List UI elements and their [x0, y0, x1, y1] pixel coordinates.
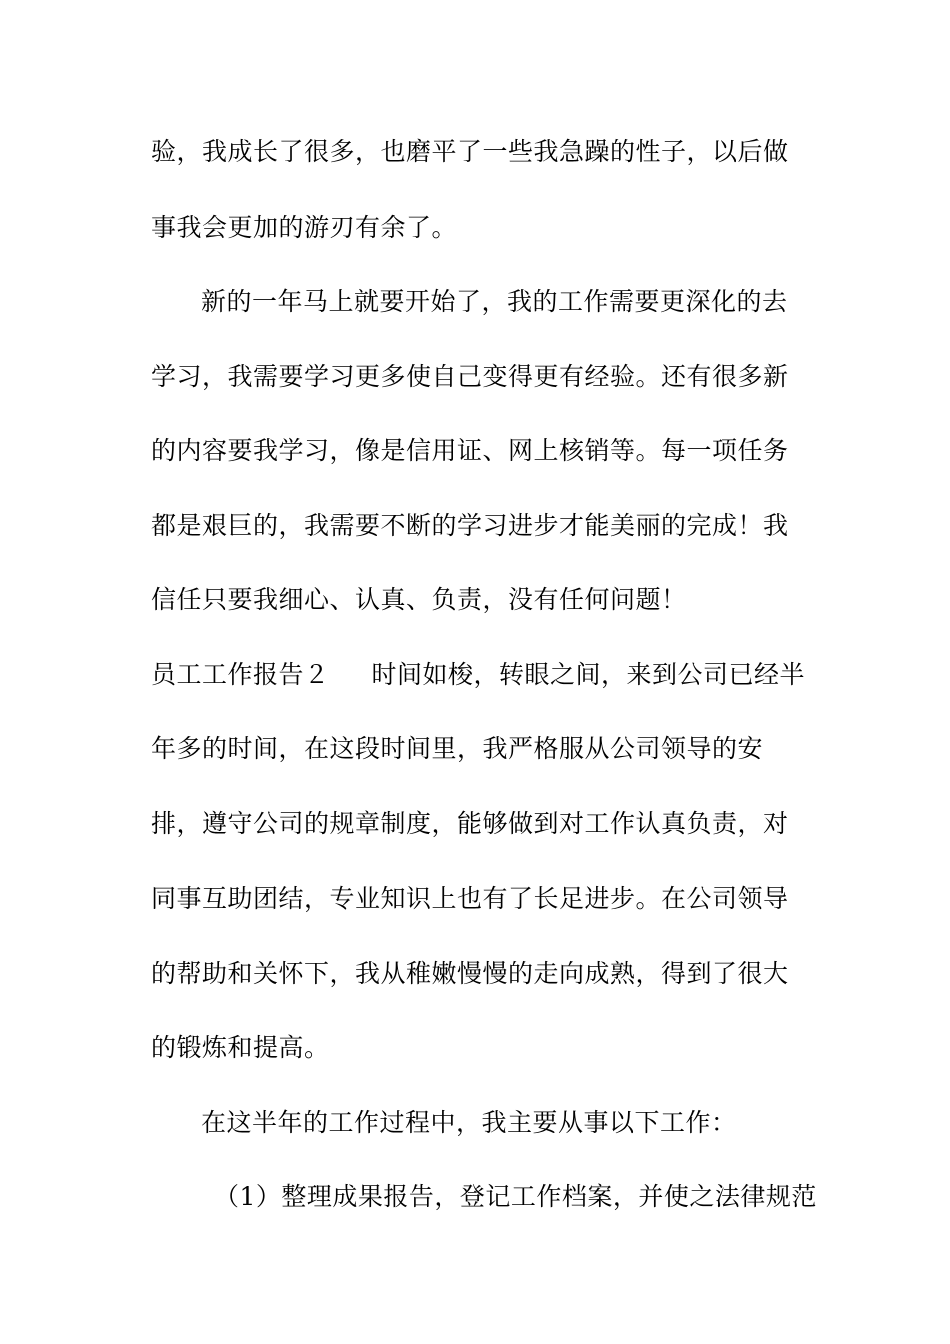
paragraph-line: 学习，我需要学习更多使自己变得更有经验。还有很多新	[151, 362, 789, 391]
paragraph-line: 新的一年马上就要开始了，我的工作需要更深化的去	[201, 287, 788, 316]
paragraph-line: 排，遵守公司的规章制度，能够做到对工作认真负责，对	[151, 809, 789, 838]
paragraph-line: 都是艰巨的，我需要不断的学习进步才能美丽的完成！我	[151, 511, 789, 540]
paragraph-line: 的锻炼和提高。	[151, 1033, 330, 1062]
paragraph-line: 的内容要我学习，像是信用证、网上核销等。每一项任务	[151, 436, 789, 465]
paragraph-line: 验，我成长了很多，也磨平了一些我急躁的性子，以后做	[151, 137, 789, 166]
section-heading: 员工工作报告２	[151, 660, 330, 689]
paragraph-line: 信任只要我细心、认真、负责，没有任何问题！	[151, 585, 687, 614]
section-heading-line	[151, 659, 805, 691]
paragraph-line: 同事互助团结，专业知识上也有了长足进步。在公司领导	[151, 884, 789, 913]
paragraph-line: 事我会更加的游刃有余了。	[151, 213, 458, 242]
list-item: （1）整理成果报告，登记工作档案，并使之法律规范	[214, 1182, 817, 1211]
paragraph-line-start: 时间如梭，转眼之间，来到公司已经半	[371, 660, 806, 689]
paragraph-line: 在这半年的工作过程中，我主要从事以下工作：	[201, 1108, 737, 1137]
paragraph-line: 年多的时间，在这段时间里，我严格服从公司领导的安	[151, 734, 764, 763]
paragraph-line: 的帮助和关怀下，我从稚嫩慢慢的走向成熟，得到了很大	[151, 959, 789, 988]
